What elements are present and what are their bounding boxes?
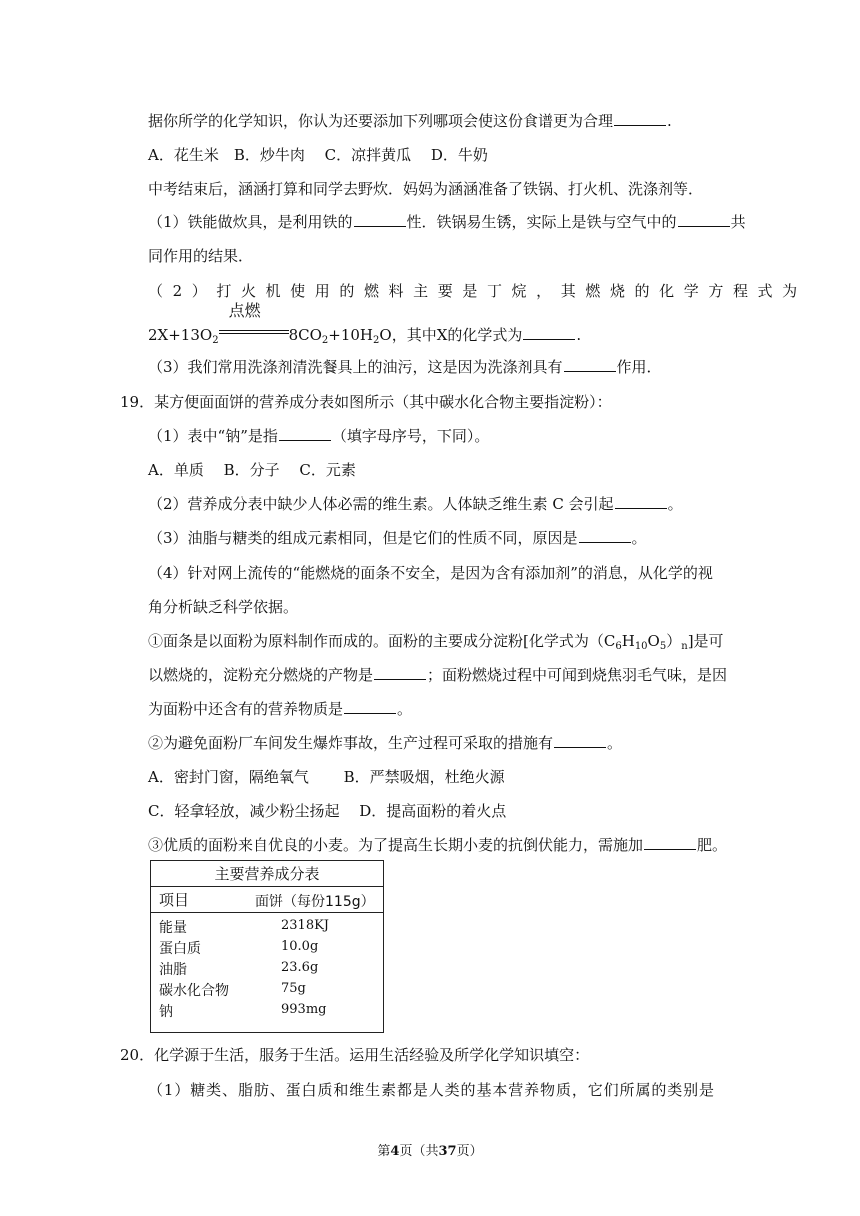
text-line: ②为避免面粉厂车间发生爆炸事故，生产过程可采取的措施有 。 — [148, 734, 623, 752]
page-total: 37 — [438, 1144, 457, 1159]
row-name: 蛋白质 — [159, 941, 201, 957]
text-line: （4）针对网上流传的“能燃烧的面条不安全，是因为含有添加剂”的消息，从化学的视 — [148, 564, 713, 582]
text-line: （1）铁能做炊具，是利用铁的 性．铁锅易生锈，实际上是铁与空气中的 共 — [148, 213, 746, 231]
row-value: 75g — [281, 981, 306, 996]
table-header-serving: 面饼（每份115g） — [255, 894, 375, 910]
table-row — [159, 959, 379, 979]
row-name: 油脂 — [159, 962, 187, 978]
text-line: ①面条是以面粉为原料制作而成的。面粉的主要成分淀粉[化学式为$(C_6H_{10}O_5)_n$]是可 — [148, 632, 724, 652]
text-line: （1）表中“钠”是指 （填字母序号，下同）。 — [148, 427, 490, 445]
answer-blank[interactable] — [354, 212, 406, 227]
answer-blank[interactable] — [523, 325, 575, 340]
page-footer: 第4页（共37页） — [377, 1144, 483, 1159]
answer-blank[interactable] — [554, 733, 606, 748]
row-value: 993mg — [281, 1002, 327, 1017]
text-line: 中考结束后，涵涵打算和同学去野炊．妈妈为涵涵准备了铁锅、打火机、洗涤剂等． — [148, 180, 704, 198]
text-line: 为面粉中还含有的营养物质是 。 — [148, 700, 413, 718]
row-name: 钠 — [159, 1004, 173, 1020]
text-line: 据你所学的化学知识，你认为还要添加下列哪项会使这份食谱更为合理 . — [148, 112, 672, 130]
answer-blank[interactable] — [644, 835, 696, 850]
reaction-arrow — [219, 301, 289, 340]
text-line: （3）我们常用洗涤剂清洗餐具上的油污，这是因为洗涤剂具有 作用． — [148, 358, 662, 376]
table-header-item: 项目 — [159, 891, 190, 909]
text-line: A．花生米 B．炒牛肉 C．凉拌黄瓜 D．牛奶 — [148, 146, 488, 164]
answer-blank[interactable] — [614, 111, 666, 126]
row-value: 10.0g — [281, 939, 319, 954]
answer-blank[interactable] — [579, 528, 631, 543]
row-name: 能量 — [159, 920, 187, 936]
text-line: 角分析缺乏科学依据。 — [148, 598, 299, 616]
text-line: 同作用的结果． — [148, 247, 254, 265]
row-value: 23.6g — [281, 960, 319, 975]
text-line: ③优质的面粉来自优良的小麦。为了提高生长期小麦的抗倒伏能力，需施加 肥。 — [148, 836, 728, 854]
question-20: 20．化学源于生活，服务于生活。运用生活经验及所学化学知识填空： — [120, 1046, 590, 1064]
answer-blank[interactable] — [344, 699, 396, 714]
chemical-equation: $2X+13O_2$ 点燃 $8CO_2+10H_2O$，其中X的化学式为 . — [148, 301, 582, 346]
question-19: 19．某方便面面饼的营养成分表如图所示（其中碳水化合物主要指淀粉）： — [120, 393, 612, 411]
answer-blank[interactable] — [615, 494, 667, 509]
answer-blank[interactable] — [564, 357, 616, 372]
text-line: （2）打火机使用的燃料主要是丁烷，其燃烧的化学方程式为 — [148, 282, 807, 300]
table-row — [159, 917, 379, 937]
text-line: （3）油脂与糖类的组成元素相同，但是它们的性质不同，原因是 。 — [148, 529, 647, 547]
page-number: 4 — [390, 1144, 400, 1159]
table-row — [159, 938, 379, 958]
text-line: （1）糖类、脂肪、蛋白质和维生素都是人类的基本营养物质，它们所属的类别是 — [148, 1081, 715, 1099]
text-line: A．单质 B．分子 C．元素 — [148, 461, 356, 479]
answer-blank[interactable] — [374, 665, 426, 680]
table-row — [159, 1001, 379, 1021]
text-line: A．密封门窗，隔绝氧气 B．严禁吸烟，杜绝火源 — [148, 768, 505, 786]
text-line: 以燃烧的，淀粉充分燃烧的产物是 ；面粉燃烧过程中可闻到烧焦羽毛气味，是因 — [148, 666, 728, 684]
answer-blank[interactable] — [279, 426, 331, 441]
reaction-condition: 点燃 — [228, 301, 261, 320]
nutrition-table — [150, 860, 384, 1033]
answer-blank[interactable] — [678, 212, 730, 227]
text-line: （2）营养成分表中缺少人体必需的维生素。人体缺乏维生素 C 会引起 。 — [148, 495, 683, 513]
text-line: C．轻拿轻放，减少粉尘扬起 D．提高面粉的着火点 — [148, 802, 507, 820]
row-value: 2318KJ — [281, 918, 330, 933]
table-title: 主要营养成分表 — [214, 865, 320, 883]
table-row — [159, 980, 379, 1000]
row-name: 碳水化合物 — [159, 983, 229, 999]
